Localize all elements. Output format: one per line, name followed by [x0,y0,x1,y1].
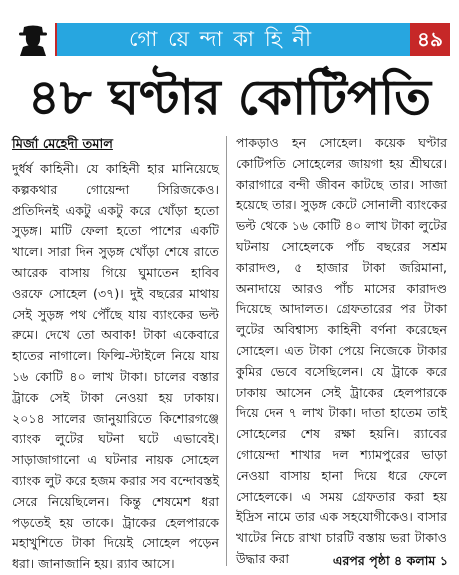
byline: মির্জা মেহেদী তমাল [12,137,113,152]
left-column-text: দুর্ধর্ষ কাহিনী। যে কাহিনী হার মানিয়েছে কল্পকথার গোয়েন্দা সিরিজকেও। প্রতিদিনই একটু একটু করে খোঁড়া হতো সুড়ঙ্গ। মাটি ফেলা হতো পাশের একটি খালে। সারা দিন সুড়ঙ্গ খোঁড়া শেষে রাতে আরেক বাসায় গিয়ে ঘুমাতেন হাবিব ওরফে সোহেল (৩৭)। দুই বছরের মাথায় সেই সুড়ঙ্গ পথ পৌঁছে যায় ব্যাংকের ভল্ট রুমে। দেখে তো অবাক! টাকা একেবারে হাতের নাগালে। ফিল্মি-স্টাইলে নিয়ে যায় ১৬ কোটি ৪০ লাখ টাকা। চালের বস্তার ট্রাকে সেই টাকা নেওয়া হয় ঢাকায়। ২০১৪ সালের জানুয়ারিতে কিশোরগঞ্জে ব্যাংক লুটের ঘটনা ঘটে এভাবেই। সাড়াজাগানো এ ঘটনার নায়ক সোহেল ব্যাংক লুট করে হজম করার সব বন্দোবস্তই সেরে নিয়েছিলেন। কিন্তু শেষমেশ ধরা পড়তেই হয় তাকে। ট্রাকের হেলপারকে মহাখুশিতে টাকা দিয়েই সোহেল পড়েন ধরা। জানাজানি হয়। র‍্যাব আসে। [12,161,219,572]
article-column-left [12,134,219,575]
column-divider [226,136,227,566]
section-title: গো য়ে ন্দা কা হি নী [129,27,313,51]
article-column-right [236,133,447,570]
page-number: ৪৯ [410,23,450,56]
section-banner [11,23,450,56]
detective-silhouette-icon [11,23,57,56]
right-column-text: পাকড়াও হন সোহেল। কয়েক ঘণ্টার কোটিপতি সোহেলের জায়গা হয় শ্রীঘরে। কারাগারে বন্দী জীবন কাটছে তার। সাজা হয়েছে তার। সুড়ঙ্গ কেটে সোনালী ব্যাংকের ভল্ট থেকে ১৬ কোটি ৪০ লাখ টাকা লুটের ঘটনায় সোহেলকে পাঁচ বছরের সশ্রম কারাদণ্ড, ৫ হাজার টাকা জরিমানা, অনাদায়ে আরও পাঁচ মাসের কারাদণ্ড দিয়েছে আদালত। গ্রেফতারের পর টাকা লুটের অবিশ্বাস্য কাহিনী বর্ণনা করেছেন সোহেল। এত টাকা পেয়ে নিজেকে টাকার কুমির ভেবে বসেছিলেন। যে ট্রাকে করে ঢাকায় আসেন সেই ট্রাকের হেলপারকে দিয়ে দেন ৭ লাখ টাকা। দাতা হাতেম তাই সোহেলের শেষ রক্ষা হয়নি। র‍্যাবের গোয়েন্দা শাখার দল শ্যামপুরের ভাড়া নেওয়া বাসায় হানা দিয়ে ধরে ফেলে সোহেলকে। এ সময় গ্রেফতার করা হয় ইদ্রিস নামে তার এক সহযোগীকেও। বাসার খাটের নিচে রাখা চারটি বস্তায় ভরা টাকাও উদ্ধার করা [236,135,447,566]
headline: ৪৮ ঘণ্টার কোটিপতি [28,69,431,126]
continuation-note: এরপর পৃষ্ঠা ৪ কলাম ১ [332,553,448,568]
